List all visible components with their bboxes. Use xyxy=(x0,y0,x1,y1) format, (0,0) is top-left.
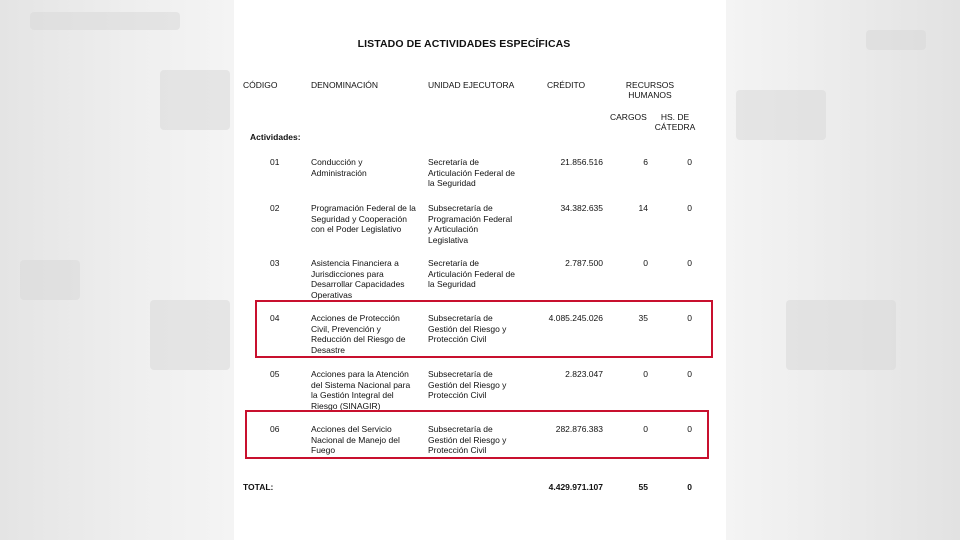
text-line: Protección Civil xyxy=(428,445,487,455)
text-line: Gestión del Riesgo y xyxy=(428,323,507,334)
blurred-text-block xyxy=(736,90,826,140)
section-label-actividades: Actividades: xyxy=(250,132,301,142)
row-01-credito: 21.856.516 xyxy=(560,157,603,167)
row-05-code: 05 xyxy=(270,369,280,379)
row-02-denominacion xyxy=(311,203,416,235)
text-line: la Seguridad xyxy=(428,279,476,289)
header-hs-line2: CÁTEDRA xyxy=(654,122,696,132)
text-line: Administración xyxy=(311,167,367,178)
header-hs-line1: HS. DE xyxy=(660,112,690,122)
text-line: Riesgo (SINAGIR) xyxy=(311,400,381,411)
text-line: Asistencia Financiera a xyxy=(311,258,399,268)
text-line: Legislativa xyxy=(428,234,469,245)
document-page xyxy=(234,0,726,540)
text-line: Gestión del Riesgo y xyxy=(428,379,507,390)
text-line: Subsecretaría de xyxy=(428,313,493,323)
text-line: Fuego xyxy=(311,445,336,455)
row-02-code: 02 xyxy=(270,203,280,213)
text-line: Protección Civil xyxy=(428,390,487,400)
row-02-hs: 0 xyxy=(687,203,692,213)
text-line: Articulación Federal de xyxy=(428,268,515,279)
header-credito: CRÉDITO xyxy=(547,80,586,90)
text-line: la Seguridad xyxy=(428,178,476,188)
blurred-text-block xyxy=(30,12,180,30)
highlight-box-row-04 xyxy=(255,300,713,358)
header-recursos-humanos xyxy=(610,80,690,100)
text-line: Secretaría de xyxy=(428,157,480,167)
blurred-text-block xyxy=(160,70,230,130)
total-credito: 4.429.971.107 xyxy=(548,482,603,492)
header-recursos-line1: RECURSOS xyxy=(625,80,675,90)
background-left-blurred xyxy=(0,0,234,540)
background-right-blurred xyxy=(726,0,960,540)
text-line: Desastre xyxy=(311,344,346,355)
text-line: Operativas xyxy=(311,289,353,300)
row-05-cargos: 0 xyxy=(643,369,648,379)
text-line: con el Poder Legislativo xyxy=(311,224,402,234)
text-line: Programación Federal de la xyxy=(311,203,416,213)
text-line: Acciones del Servicio xyxy=(311,424,392,434)
blurred-text-block xyxy=(866,30,926,50)
text-line: del Sistema Nacional para xyxy=(311,379,411,390)
row-04-cargos: 35 xyxy=(638,313,648,323)
row-05-hs: 0 xyxy=(687,369,692,379)
row-03-credito: 2.787.500 xyxy=(565,258,603,268)
row-06-hs: 0 xyxy=(687,424,692,434)
blurred-text-block xyxy=(150,300,230,370)
text-line: Subsecretaría de xyxy=(428,424,493,434)
row-04-hs: 0 xyxy=(687,313,692,323)
row-03-unidad xyxy=(428,258,515,290)
row-01-cargos: 6 xyxy=(643,157,648,167)
row-03-hs: 0 xyxy=(687,258,692,268)
row-01-denominacion xyxy=(311,157,367,178)
row-06-cargos: 0 xyxy=(643,424,648,434)
text-line: Jurisdicciones para xyxy=(311,268,384,279)
header-recursos-line2: HUMANOS xyxy=(628,90,672,100)
row-02-unidad xyxy=(428,203,512,245)
text-line: Subsecretaría de xyxy=(428,369,493,379)
total-cargos: 55 xyxy=(638,482,648,492)
row-05-unidad xyxy=(428,369,506,401)
header-cargos: CARGOS xyxy=(610,112,647,122)
text-line: Secretaría de xyxy=(428,258,480,268)
row-04-code: 04 xyxy=(270,313,280,323)
total-hs: 0 xyxy=(687,482,692,492)
text-line: la Gestión Integral del xyxy=(311,390,394,400)
text-line: Civil, Prevención y xyxy=(311,323,381,334)
text-line: Desarrollar Capacidades xyxy=(311,279,405,289)
text-line: Protección Civil xyxy=(428,334,487,344)
row-01-unidad xyxy=(428,157,515,189)
text-line: Acciones de Protección xyxy=(311,313,400,323)
text-line: Reducción del Riesgo de xyxy=(311,334,406,344)
row-02-cargos: 14 xyxy=(638,203,648,213)
text-line: Gestión del Riesgo y xyxy=(428,434,507,445)
row-02-credito: 34.382.635 xyxy=(560,203,603,213)
row-04-credito: 4.085.245.026 xyxy=(548,313,603,323)
header-denominacion: DENOMINACIÓN xyxy=(311,80,379,90)
blurred-text-block xyxy=(20,260,80,300)
header-unidad-ejecutora: UNIDAD EJECUTORA xyxy=(428,80,515,90)
text-line: Subsecretaría de xyxy=(428,203,493,213)
row-01-code: 01 xyxy=(270,157,280,167)
text-line: Nacional de Manejo del xyxy=(311,434,400,445)
text-line: Seguridad y Cooperación xyxy=(311,213,407,224)
blurred-text-block xyxy=(786,300,896,370)
row-05-credito: 2.823.047 xyxy=(565,369,603,379)
row-01-hs: 0 xyxy=(687,157,692,167)
header-hs-catedra xyxy=(652,112,698,132)
row-06-credito: 282.876.383 xyxy=(555,424,603,434)
row-03-cargos: 0 xyxy=(643,258,648,268)
header-codigo: CÓDIGO xyxy=(243,80,278,90)
text-line: Articulación Federal de xyxy=(428,167,515,178)
total-label: TOTAL: xyxy=(243,482,274,492)
document-title: LISTADO DE ACTIVIDADES ESPECÍFICAS xyxy=(357,38,571,50)
row-05-denominacion xyxy=(311,369,410,411)
text-line: Acciones para la Atención xyxy=(311,369,409,379)
text-line: y Articulación xyxy=(428,224,479,234)
row-06-code: 06 xyxy=(270,424,280,434)
highlight-box-row-06 xyxy=(245,410,709,459)
text-line: Conducción y xyxy=(311,157,363,167)
row-03-code: 03 xyxy=(270,258,280,268)
row-03-denominacion xyxy=(311,258,405,300)
text-line: Programación Federal xyxy=(428,213,513,224)
